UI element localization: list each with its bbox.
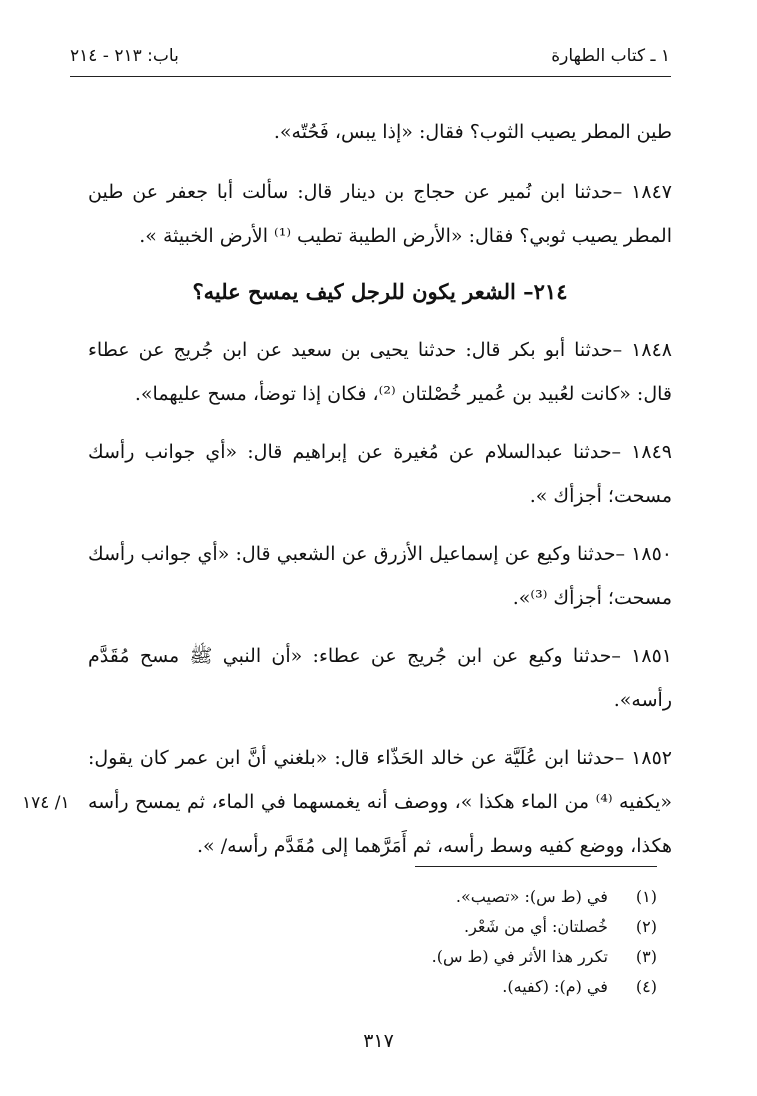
running-header <box>70 44 670 74</box>
footnote-number: (١) <box>635 887 657 906</box>
footnote-text: تكرر هذا الأثر في (ط س). <box>431 947 608 966</box>
footnote-item <box>137 882 657 912</box>
hadith-1847: ١٨٤٧ –حدثنا ابن نُمير عن حجاج بن دينار قال: سألت أبا جعفر عن طين المطر يصيب ثوبي؟ فقال: «الأرض الطيبة تطيب ⁽¹⁾ الأرض الخبيثة ». <box>88 181 672 247</box>
hadith-1848: ١٨٤٨ –حدثنا أبو بكر قال: حدثنا يحيى بن سعيد عن ابن جُريج عن عطاء قال: «كانت لعُبيد بن عُمير خُصْلتان ⁽²⁾، فكان إذا توضأ، مسح عليهما». <box>88 339 672 405</box>
hadith-1851: ١٨٥١ –حدثنا وكيع عن ابن جُريج عن عطاء: «أن النبي ﷺ مسح مُقَدَّم رأسه». <box>88 645 672 711</box>
paragraph-continuation: طين المطر يصيب الثوب؟ فقال: «إذا يبس، فَحُتّه». <box>273 121 672 143</box>
footnote-text: في (ط س): «تصيب». <box>455 887 608 906</box>
hadith-1849: ١٨٤٩ –حدثنا عبدالسلام عن مُغيرة عن إبراهيم قال: «أي جوانب رأسك مسحت؛ أجزأك ». <box>88 441 672 507</box>
footnote-divider <box>415 866 657 867</box>
margin-volume-reference: ١/ ١٧٤ <box>22 793 70 813</box>
footnote-number: (٤) <box>635 977 657 996</box>
header-divider <box>70 76 671 77</box>
header-chapter-title: ١ ـ كتاب الطهارة <box>551 46 670 66</box>
footnote-item <box>137 972 657 1002</box>
footnote-text: خُصلتان: أي من شَعْر. <box>463 917 608 936</box>
footnotes <box>137 882 657 1002</box>
footnote-text: في (م): (كفيه). <box>502 977 608 996</box>
chapter-heading-214: ٢١٤– الشعر يكون للرجل كيف يمسح عليه؟ <box>192 279 568 304</box>
footnote-item <box>137 942 657 972</box>
footnote-number: (٣) <box>635 947 657 966</box>
page-number: ٣١٧ <box>363 1030 394 1052</box>
main-text <box>88 110 672 882</box>
hadith-1850: ١٨٥٠ –حدثنا وكيع عن إسماعيل الأزرق عن الشعبي قال: «أي جوانب رأسك مسحت؛ أجزأك ⁽³⁾». <box>88 543 672 609</box>
hadith-1852: ١٨٥٢ –حدثنا ابن عُلَيَّة عن خالد الحَذّاء قال: «بلغني أنَّ ابن عمر كان يقول: «يكفيه ⁽⁴⁾ من الماء هكذا »، ووصف أنه يغمسهما في الماء، ثم يمسح رأسه هكذا، ووضع كفيه وسط رأسه، ثم أَمَرَّهما إلى مُقَدَّم رأسه/ ». <box>88 747 672 857</box>
footnote-number: (٢) <box>635 917 657 936</box>
header-chapters-range: باب: ٢١٣ - ٢١٤ <box>70 46 179 66</box>
footnote-item <box>137 912 657 942</box>
